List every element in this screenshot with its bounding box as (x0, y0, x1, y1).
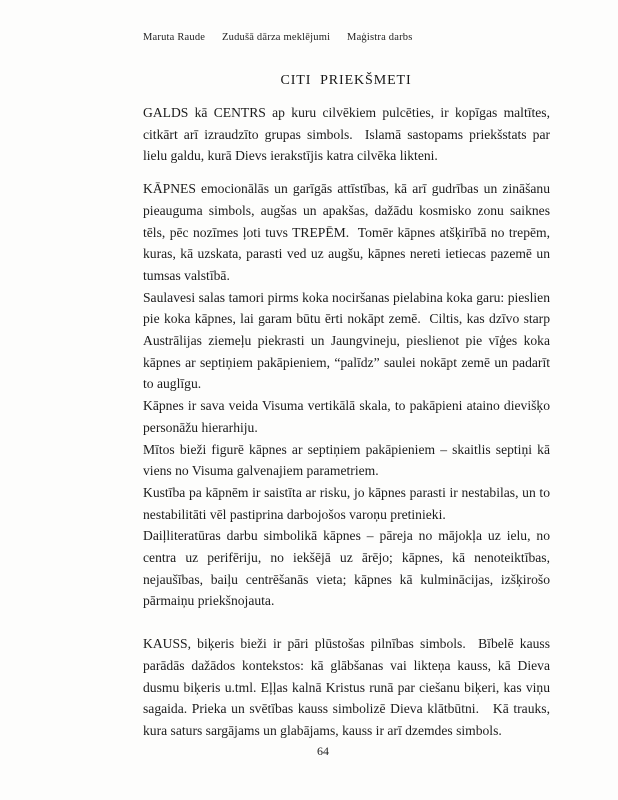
header-thesis-title: Zudušā dārza meklējumi (222, 32, 331, 43)
header-doc-type: Maģistra darbs (347, 32, 413, 43)
page-number: 64 (317, 744, 329, 758)
paragraph-saulavesi: Saulavesi salas tamori pirms koka nociršanas pielabina koka garu: pieslien pie koka kāpnes, lai garam būtu ērti nokāpt zemē. Ciltis, kas dzīvo starp Austrālijas ziemeļu piekrasti un Jaungvineju, pieslienot pie vīģes koka kāpnes ar septiņiem pakāpieniem, “palīdz” saulei nokāpt zemē un padarīt to auglīgu. (143, 289, 554, 392)
running-header (143, 31, 413, 44)
paragraph-galds: GALDS kā CENTRS ap kuru cilvēkiem pulcēties, ir kopīgas maltītes, citkārt arī izraudzīto grupas simbols. Islamā sastopams priekšstats par lielu galdu, kurā Dievs ierakstījis katra cilvēka likteni. (143, 105, 554, 164)
paragraph-kapnes-intro: KĀPNES emocionālās un garīgās attīstības, kā arī gudrības un zināšanu pieauguma simbols, augšas un apakšas, dažādu kosmisko zonu saiknes tēls, pēc nozīmes ļoti tuvs TREPĒM. Tomēr kāpnes atšķirībā no trepēm, kuras, kā uzskata, parasti ved uz augšu, kāpnes nereti ietiecas pazemē un tumsas valstībā. (143, 181, 554, 283)
paragraph-kustiba: Kustība pa kāpnēm ir saistīta ar risku, jo kāpnes parasti ir nestabilas, un to nestabilitāti vēl pastiprina darbojošos varoņu pretinieki. (143, 484, 554, 522)
paragraph-dailliteratura: Daiļliteratūras darbu simbolikā kāpnes – pāreja no mājokļa uz ielu, no centra uz perifēriju, no iekšējā uz ārējo; kāpnes, kā nenoteiktības, nejaušības, baiļu centrēšanās vieta; kāpnes kā kulminācijas, izšķirošo pārmaiņu priekšnojauta. (143, 528, 554, 609)
body-text (143, 102, 554, 742)
paragraph-kauss: KAUSS, biķeris bieži ir pāri plūstošas pilnības simbols. Bībelē kauss parādās dažādos kontekstos: kā glābšanas vai likteņa kauss, kā Dieva dusmu biķeris u.tml. Eļļas kalnā Kristus runā par ciešanu biķeri, kas viņu sagaida. Prieka un svētības kauss simbolizē Dieva klātbūtni. Kā trauks, kura saturs sargājams un glabājams, kauss ir arī dzemdes simbols. (143, 636, 554, 738)
section-title: CITI PRIEKŠMETI (280, 73, 412, 88)
paragraph-mitos: Mītos bieži figurē kāpnes ar septiņiem pakāpieniem – skaitlis septiņi kā viens no Visuma galvenajiem parametriem. (143, 441, 554, 479)
paragraph-kapnes-skala: Kāpnes ir sava veida Visuma vertikālā skala, to pakāpieni ataino dievišķo personāžu hierarhiju. (143, 398, 554, 435)
header-author: Maruta Raude (143, 32, 206, 43)
